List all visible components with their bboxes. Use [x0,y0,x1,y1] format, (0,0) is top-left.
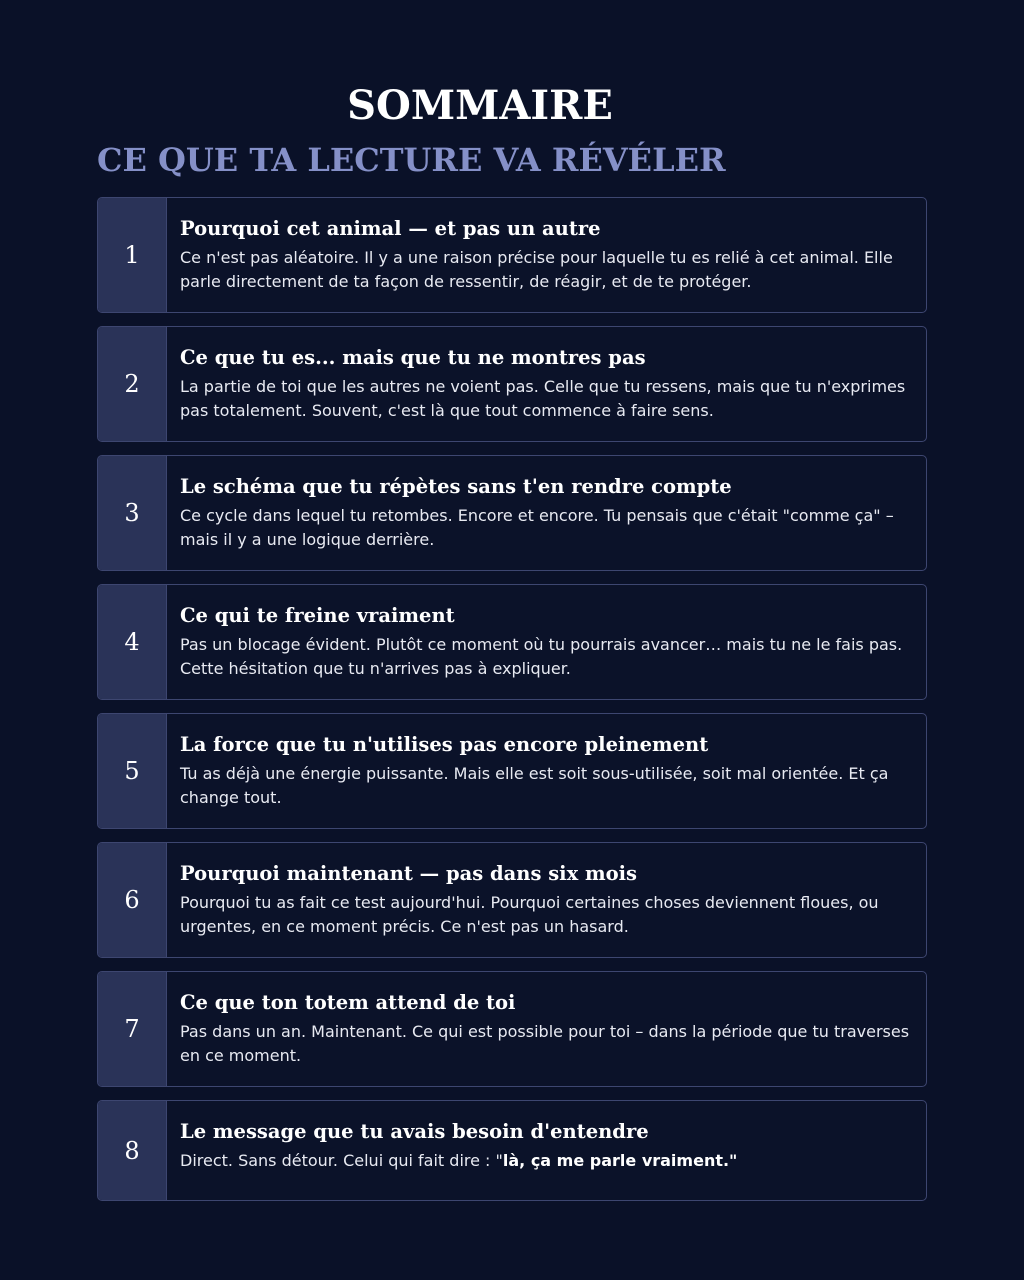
item-number-panel [98,327,167,441]
page-subtitle: CE QUE TA LECTURE VA RÉVÉLER [97,141,726,179]
item-number-panel [98,972,167,1086]
item-title: La force que tu n'utilises pas encore pleinement [180,733,709,756]
summary-list [97,197,927,1201]
item-number-panel [98,843,167,957]
item-content [167,843,926,957]
item-number-panel [98,585,167,699]
item-description [180,1149,912,1173]
item-title: Le schéma que tu répètes sans t'en rendre compte [180,475,732,498]
item-title: Ce que ton totem attend de toi [180,991,516,1014]
summary-item-7 [97,971,927,1087]
page-title: SOMMAIRE [347,82,613,129]
item-description: Ce cycle dans lequel tu retombes. Encore et encore. Tu pensais que c'était "comme ça" – mais il y a une logique derrière. [180,506,894,549]
item-number: 2 [124,370,140,398]
item-number-panel [98,714,167,828]
summary-item-4 [97,584,927,700]
item-title: Le message que tu avais besoin d'entendre [180,1120,649,1143]
summary-item-1 [97,197,927,313]
item-content [167,714,926,828]
item-number-panel [98,1101,167,1200]
item-number: 1 [124,241,140,269]
item-description-text: Direct. Sans détour. Celui qui fait dire : " [180,1151,503,1170]
item-number-panel [98,198,167,312]
item-title: Ce que tu es... mais que tu ne montres pas [180,346,646,369]
item-number: 3 [124,499,140,527]
item-number-panel [98,456,167,570]
item-description-emphasis: là, ça me parle vraiment." [502,1151,738,1170]
summary-item-6 [97,842,927,958]
item-content [167,456,926,570]
item-content [167,327,926,441]
item-content [167,585,926,699]
item-description: Pas dans un an. Maintenant. Ce qui est possible pour toi – dans la période que tu traverses en ce moment. [180,1022,910,1065]
item-content [167,198,926,312]
item-number: 7 [124,1015,140,1043]
item-number: 8 [124,1136,140,1165]
item-description: La partie de toi que les autres ne voient pas. Celle que tu ressens, mais que tu n'exprimes pas totalement. Souvent, c'est là que tout commence à faire sens. [180,377,906,420]
item-title: Pourquoi cet animal — et pas un autre [180,217,601,240]
item-description: Pas un blocage évident. Plutôt ce moment où tu pourrais avancer… mais tu ne le fais pas. Cette hésitation que tu n'arrives pas à expliquer. [180,635,903,678]
item-number: 4 [124,628,140,656]
item-description: Tu as déjà une énergie puissante. Mais elle est soit sous-utilisée, soit mal orientée. Et ça change tout. [180,764,889,807]
item-number: 5 [124,757,140,785]
item-title: Ce qui te freine vraiment [180,604,455,627]
item-description: Pourquoi tu as fait ce test aujourd'hui. Pourquoi certaines choses deviennent floues, ou urgentes, en ce moment précis. Ce n'est pas un hasard. [180,893,879,936]
item-description: Ce n'est pas aléatoire. Il y a une raison précise pour laquelle tu es relié à cet animal. Elle parle directement de ta façon de ressentir, de réagir, et de te protéger. [180,248,893,291]
summary-item-3 [97,455,927,571]
item-content [167,1101,926,1200]
item-title: Pourquoi maintenant — pas dans six mois [180,862,638,885]
item-content [167,972,926,1086]
summary-item-2 [97,326,927,442]
summary-item-5 [97,713,927,829]
item-number: 6 [124,886,140,914]
summary-item-8 [97,1100,927,1201]
